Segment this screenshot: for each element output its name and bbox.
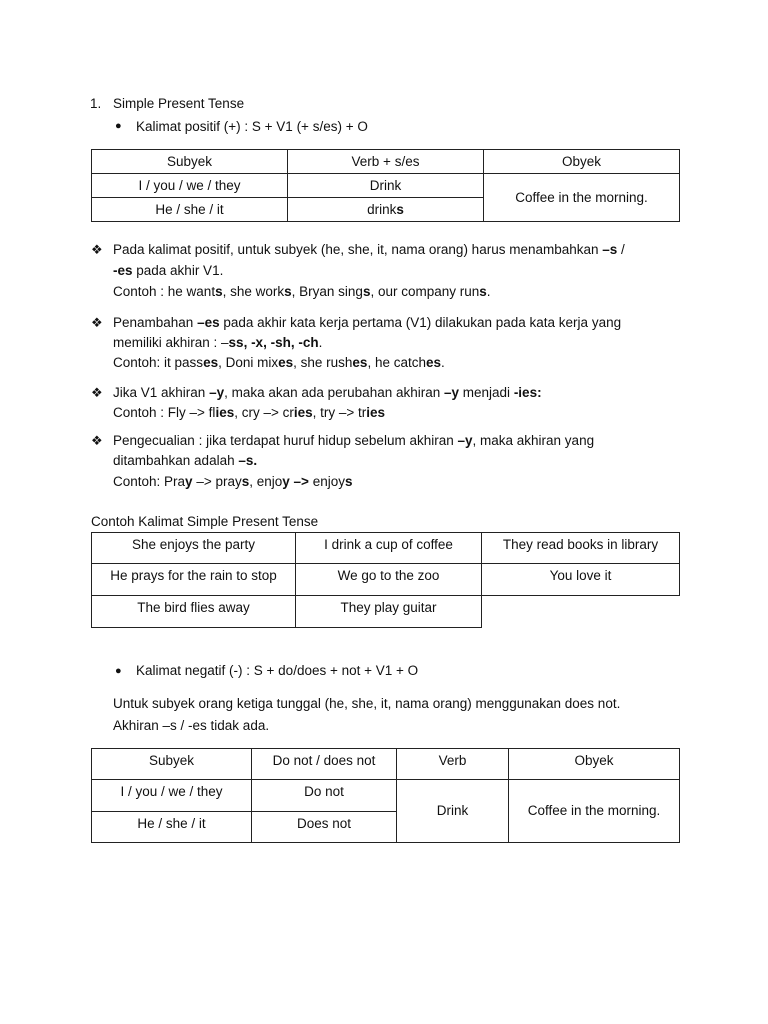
diamond-bullet-icon: ❖ (91, 433, 103, 448)
rule-4-example: Contoh: Pray –> prays, enjoy –> enjoys (113, 474, 353, 489)
example-cell: They play guitar (296, 596, 482, 628)
example-cell: The bird flies away (92, 596, 296, 628)
negative-note-line-1: Untuk subyek orang ketiga tunggal (he, she, it, nama orang) menggunakan does not. (113, 696, 621, 711)
aux-cell: Do not (252, 780, 397, 812)
bullet-dot-icon: ● (115, 120, 122, 132)
header-obyek: Obyek (484, 150, 680, 174)
rule-1-line-1: Pada kalimat positif, untuk subyek (he, she, it, nama orang) harus menambahkan –s / (113, 242, 625, 257)
rule-3-line-1: Jika V1 akhiran –y, maka akan ada perubahan akhiran –y menjadi -ies: (113, 385, 542, 400)
header-aux: Do not / does not (252, 749, 397, 780)
subject-cell: He / she / it (92, 812, 252, 843)
empty-cell (482, 596, 680, 628)
header-subyek: Subyek (92, 150, 288, 174)
positive-formula: Kalimat positif (+) : S + V1 (+ s/es) + O (136, 119, 368, 134)
rule-2-line-2: memiliki akhiran : –ss, -x, -sh, -ch. (113, 335, 323, 350)
examples-table (91, 532, 680, 628)
example-cell: She enjoys the party (92, 533, 296, 564)
negative-table (91, 748, 680, 843)
aux-cell: Does not (252, 812, 397, 843)
object-cell: Coffee in the morning. (509, 780, 680, 843)
verb-cell: Drink (288, 174, 484, 198)
positive-table (91, 149, 680, 222)
rule-1-example: Contoh : he wants, she works, Bryan sings, our company runs. (113, 284, 491, 299)
rule-4-line-2: ditambahkan adalah –s. (113, 453, 258, 468)
header-obyek: Obyek (509, 749, 680, 780)
rule-2-example: Contoh: it passes, Doni mixes, she rushes, he catches. (113, 355, 445, 370)
diamond-bullet-icon: ❖ (91, 242, 103, 257)
header-verb: Verb + s/es (288, 150, 484, 174)
verb-suffix: s (396, 202, 404, 217)
rule-4-line-1: Pengecualian : jika terdapat huruf hidup sebelum akhiran –y, maka akhiran yang (113, 433, 595, 448)
verb-base: drink (367, 202, 397, 217)
subject-cell: I / you / we / they (92, 174, 288, 198)
negative-note-line-2: Akhiran –s / -es tidak ada. (113, 718, 270, 733)
rule-3-example: Contoh : Fly –> flies, cry –> cries, try –> tries (113, 405, 386, 420)
section-title: Simple Present Tense (113, 96, 245, 111)
negative-formula: Kalimat negatif (-) : S + do/does + not + V1 + O (136, 663, 419, 678)
diamond-bullet-icon: ❖ (91, 385, 103, 400)
example-cell: We go to the zoo (296, 564, 482, 596)
header-subyek: Subyek (92, 749, 252, 780)
example-cell: They read books in library (482, 533, 680, 564)
example-cell: I drink a cup of coffee (296, 533, 482, 564)
header-verb: Verb (397, 749, 509, 780)
section-number: 1. (90, 96, 102, 111)
example-cell: You love it (482, 564, 680, 596)
example-cell: He prays for the rain to stop (92, 564, 296, 596)
diamond-bullet-icon: ❖ (91, 315, 103, 330)
rule-1-line-2: -es pada akhir V1. (113, 263, 224, 278)
rule-2-line-1: Penambahan –es pada akhir kata kerja pertama (V1) dilakukan pada kata kerja yang (113, 315, 622, 330)
subject-cell: I / you / we / they (92, 780, 252, 812)
bullet-dot-icon: ● (115, 665, 122, 677)
examples-caption: Contoh Kalimat Simple Present Tense (91, 514, 319, 529)
verb-cell (288, 198, 484, 222)
subject-cell: He / she / it (92, 198, 288, 222)
verb-cell: Drink (397, 780, 509, 843)
object-cell: Coffee in the morning. (484, 174, 680, 222)
